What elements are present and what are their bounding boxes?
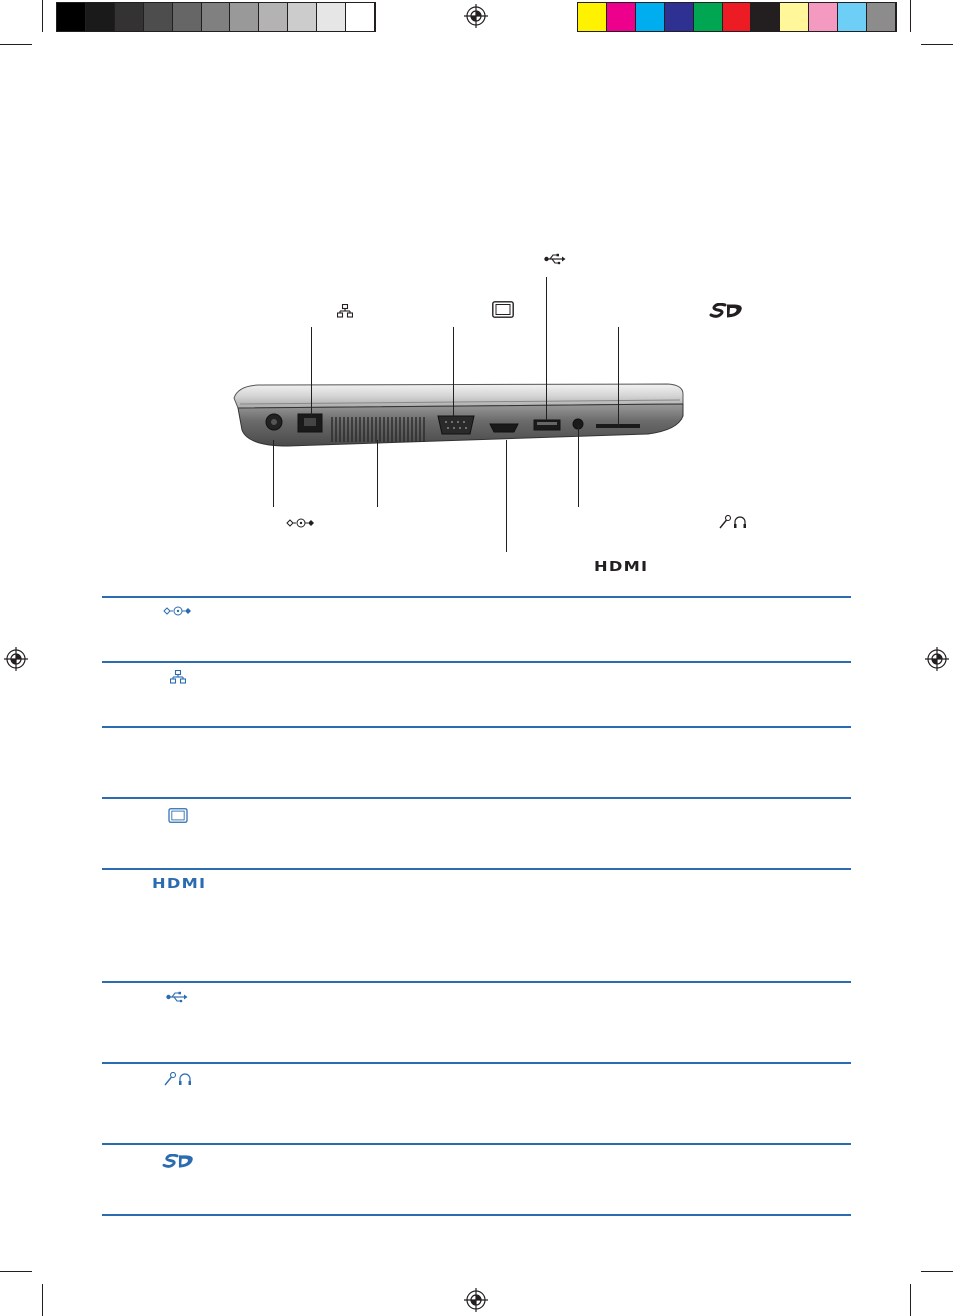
grayscale-swatch — [259, 3, 288, 31]
table-rule — [102, 1143, 851, 1145]
grayscale-swatch — [202, 3, 231, 31]
table-rule — [102, 1214, 851, 1216]
sd-card-icon — [707, 303, 745, 319]
crop-mark — [921, 44, 953, 45]
grayscale-swatch — [115, 3, 144, 31]
leader-line-lan — [311, 327, 312, 417]
color-swatch — [751, 3, 780, 31]
crop-mark — [0, 44, 32, 45]
leader-line-audio — [578, 425, 579, 507]
laptop-side-view-illustration — [228, 380, 688, 452]
color-swatch — [723, 3, 752, 31]
registration-mark-icon — [464, 1288, 488, 1312]
color-swatch — [867, 3, 896, 31]
crop-mark — [42, 1284, 43, 1316]
table-rule — [102, 868, 851, 870]
lan-icon — [337, 304, 353, 318]
leader-line-dc — [273, 440, 274, 507]
grayscale-swatch — [288, 3, 317, 31]
table-rule — [102, 596, 851, 598]
leader-line-sd — [618, 327, 619, 427]
crop-mark — [910, 0, 911, 32]
dc-power-icon — [163, 606, 193, 616]
leader-line-vga — [453, 327, 454, 417]
leader-line-hdmi — [506, 440, 507, 552]
hdmi-logo: HDMI — [152, 877, 207, 892]
grayscale-bar — [56, 2, 376, 32]
color-swatch — [578, 3, 607, 31]
color-swatch — [607, 3, 636, 31]
color-swatch — [780, 3, 809, 31]
hdmi-logo: HDMI — [594, 560, 649, 575]
crop-mark — [921, 1271, 953, 1272]
color-swatch — [809, 3, 838, 31]
usb-icon — [544, 253, 566, 265]
usb-icon — [166, 991, 188, 1003]
table-rule — [102, 1062, 851, 1064]
mic-headphone-icon — [163, 1072, 191, 1086]
table-rule — [102, 661, 851, 663]
crop-mark — [0, 1271, 32, 1272]
vga-monitor-icon — [492, 301, 514, 318]
sd-card-icon — [160, 1154, 196, 1169]
leader-line-usb — [546, 277, 547, 420]
table-rule — [102, 981, 851, 983]
registration-mark-icon — [464, 4, 488, 28]
color-swatch — [665, 3, 694, 31]
color-bar — [577, 2, 897, 32]
crop-mark — [910, 1284, 911, 1316]
table-rule — [102, 726, 851, 728]
color-swatch — [838, 3, 867, 31]
color-swatch — [636, 3, 665, 31]
registration-mark-icon — [4, 647, 28, 671]
lan-icon — [170, 670, 186, 684]
mic-headphone-icon — [718, 515, 746, 529]
grayscale-swatch — [86, 3, 115, 31]
dc-power-icon — [286, 518, 316, 528]
grayscale-swatch — [346, 3, 375, 31]
grayscale-swatch — [144, 3, 173, 31]
leader-line-vent — [377, 440, 378, 507]
registration-mark-icon — [925, 647, 949, 671]
grayscale-swatch — [317, 3, 346, 31]
grayscale-swatch — [173, 3, 202, 31]
color-swatch — [694, 3, 723, 31]
table-rule — [102, 797, 851, 799]
grayscale-swatch — [57, 3, 86, 31]
vga-monitor-icon — [168, 808, 188, 823]
grayscale-swatch — [230, 3, 259, 31]
crop-mark — [42, 0, 43, 32]
